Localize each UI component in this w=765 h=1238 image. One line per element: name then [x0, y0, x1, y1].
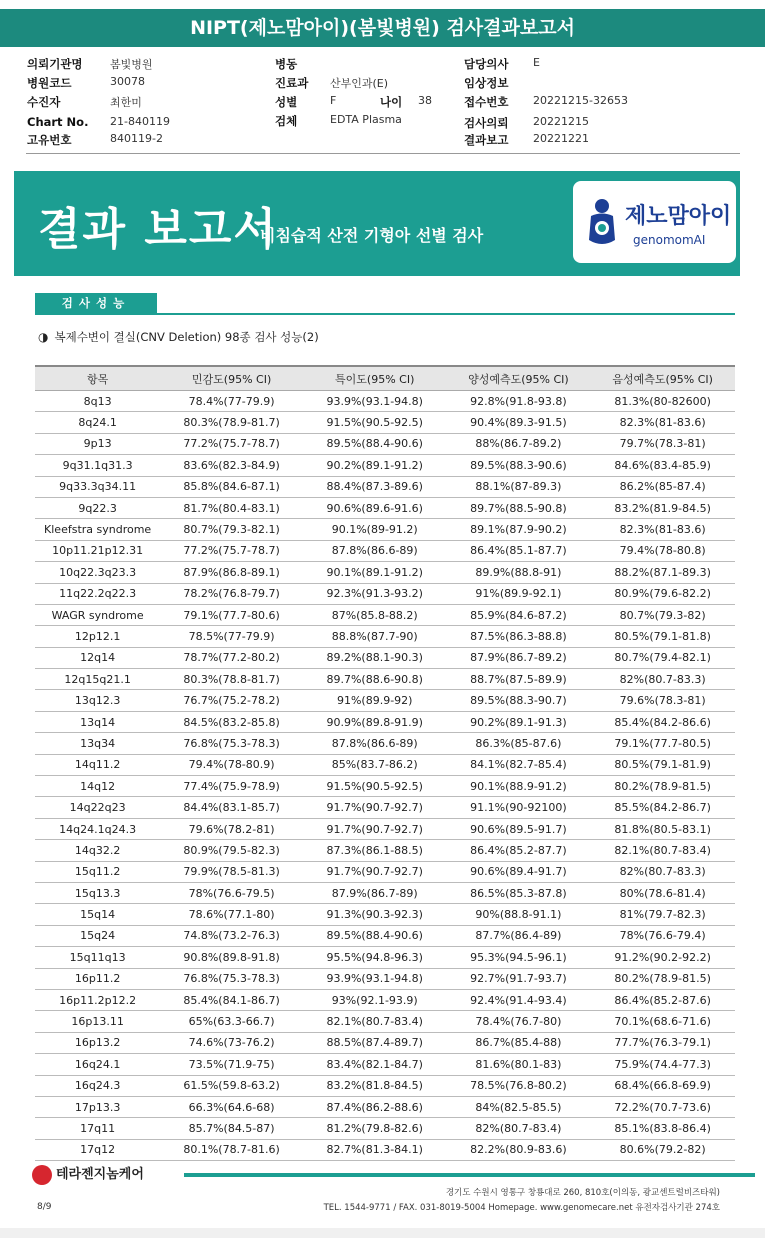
- info-value: 산부인과(E): [330, 77, 389, 90]
- table-row: [35, 882, 735, 903]
- cell-value: 87.9%(86.8-89.1): [160, 562, 303, 583]
- report-title: NIPT(제노맘아이)(봄빛병원) 검사결과보고서: [0, 9, 765, 47]
- info-value: 최한미: [110, 96, 142, 109]
- cell-value: 80.3%(78.8-81.7): [160, 669, 303, 690]
- cell-value: 86.4%(85.2-87.7): [447, 840, 591, 861]
- cell-value: 79.6%(78.2-81): [160, 818, 303, 839]
- table-row: [35, 669, 735, 690]
- cell-value: 89.5%(88.3-90.7): [447, 690, 591, 711]
- cell-value: 93.9%(93.1-94.8): [303, 391, 447, 412]
- cell-value: 80.3%(78.9-81.7): [160, 412, 303, 433]
- cell-value: 85.4%(84.2-86.6): [590, 711, 735, 732]
- cell-item: 14q12: [35, 776, 160, 797]
- cell-value: 89.5%(88.4-90.6): [303, 925, 447, 946]
- table-row: [35, 583, 735, 604]
- logo-text-korean: 제노맘아이: [625, 204, 732, 229]
- cell-value: 82%(80.7-83.3): [590, 861, 735, 882]
- g-logo-icon: [32, 1165, 52, 1185]
- company-address: 경기도 수원시 영통구 창룡대로 260, 810호(이의동, 광교센트럴비즈타워): [445, 1188, 720, 1198]
- cell-value: 82.2%(80.9-83.6): [447, 1139, 591, 1160]
- cell-value: 91.3%(90.3-92.3): [303, 904, 447, 925]
- table-row: [35, 391, 735, 412]
- cell-item: 15q13.3: [35, 882, 160, 903]
- table-row: [35, 1139, 735, 1160]
- cell-value: 88%(86.7-89.2): [447, 433, 591, 454]
- info-label: 담당의사: [464, 57, 509, 71]
- info-label: 수진자: [27, 95, 61, 109]
- cell-value: 73.5%(71.9-75): [160, 1054, 303, 1075]
- cell-value: 89.7%(88.6-90.8): [303, 669, 447, 690]
- cell-value: 87.9%(86.7-89): [303, 882, 447, 903]
- cell-value: 81.3%(80-82600): [590, 391, 735, 412]
- logo-text-english: genomomAI: [633, 233, 706, 247]
- cell-value: 81.2%(79.8-82.6): [303, 1118, 447, 1139]
- table-row: [35, 626, 735, 647]
- column-header: 특이도(95% CI): [303, 366, 447, 391]
- table-row: [35, 925, 735, 946]
- cell-value: 86.7%(85.4-88): [447, 1032, 591, 1053]
- column-header: 음성예측도(95% CI): [590, 366, 735, 391]
- cell-value: 93.9%(93.1-94.8): [303, 968, 447, 989]
- cell-value: 79.1%(77.7-80.6): [160, 604, 303, 625]
- cell-value: 80.2%(78.9-81.5): [590, 776, 735, 797]
- cell-value: 74.6%(73-76.2): [160, 1032, 303, 1053]
- cell-value: 87.8%(86.6-89): [303, 733, 447, 754]
- table-row: [35, 412, 735, 433]
- cell-value: 92.3%(91.3-93.2): [303, 583, 447, 604]
- cell-value: 90.8%(89.8-91.8): [160, 947, 303, 968]
- cell-value: 91%(89.9-92.1): [447, 583, 591, 604]
- cell-item: 12q14: [35, 647, 160, 668]
- cell-value: 80.9%(79.5-82.3): [160, 840, 303, 861]
- info-value: 38: [418, 94, 432, 107]
- cell-value: 80.5%(79.1-81.9): [590, 754, 735, 775]
- table-row: [35, 1118, 735, 1139]
- banner-title: 결과 보고서: [38, 204, 278, 255]
- table-row: [35, 1075, 735, 1096]
- section-underline: [35, 313, 735, 315]
- cell-item: 14q24.1q24.3: [35, 818, 160, 839]
- column-header: 항목: [35, 366, 160, 391]
- info-value: 20221215: [533, 115, 589, 128]
- cell-value: 78.5%(76.8-80.2): [447, 1075, 591, 1096]
- cell-value: 89.5%(88.3-90.6): [447, 455, 591, 476]
- cell-value: 90.2%(89.1-91.2): [303, 455, 447, 476]
- column-header: 민감도(95% CI): [160, 366, 303, 391]
- cell-item: 14q32.2: [35, 840, 160, 861]
- table-row: [35, 711, 735, 732]
- cell-value: 77.7%(76.3-79.1): [590, 1032, 735, 1053]
- cell-value: 92.8%(91.8-93.8): [447, 391, 591, 412]
- cell-item: 15q14: [35, 904, 160, 925]
- cell-value: 91.7%(90.7-92.7): [303, 797, 447, 818]
- cell-value: 87.8%(86.6-89): [303, 540, 447, 561]
- page-bottom-band: [0, 1228, 765, 1238]
- cell-value: 92.7%(91.7-93.7): [447, 968, 591, 989]
- cell-value: 90.6%(89.4-91.7): [447, 861, 591, 882]
- cell-value: 89.9%(88.8-91): [447, 562, 591, 583]
- cell-value: 80.6%(79.2-82): [590, 1139, 735, 1160]
- cell-value: 78%(76.6-79.5): [160, 882, 303, 903]
- info-label: 병원코드: [27, 76, 72, 90]
- info-label: 나이: [380, 95, 403, 109]
- cell-value: 78.6%(77.1-80): [160, 904, 303, 925]
- table-body: [35, 391, 735, 1161]
- cell-value: 91.5%(90.5-92.5): [303, 776, 447, 797]
- cell-value: 81.8%(80.5-83.1): [590, 818, 735, 839]
- column-header: 양성예측도(95% CI): [447, 366, 591, 391]
- info-value: 봄빛병원: [110, 58, 153, 71]
- cell-value: 89.1%(87.9-90.2): [447, 519, 591, 540]
- cell-value: 91.5%(90.5-92.5): [303, 412, 447, 433]
- info-label: 임상정보: [464, 76, 509, 90]
- cell-value: 87.7%(86.4-89): [447, 925, 591, 946]
- patient-info: [0, 56, 765, 151]
- cell-value: 85.9%(84.6-87.2): [447, 604, 591, 625]
- cell-value: 86.2%(85-87.4): [590, 476, 735, 497]
- table-row: [35, 540, 735, 561]
- info-label: 검사의뢰: [464, 116, 509, 130]
- cell-value: 80.7%(79.4-82.1): [590, 647, 735, 668]
- cell-value: 79.7%(78.3-81): [590, 433, 735, 454]
- cell-value: 86.3%(85-87.6): [447, 733, 591, 754]
- cell-value: 66.3%(64.6-68): [160, 1096, 303, 1117]
- table-row: [35, 519, 735, 540]
- cell-item: 13q34: [35, 733, 160, 754]
- cell-value: 76.8%(75.3-78.3): [160, 733, 303, 754]
- info-label: 결과보고: [464, 133, 509, 147]
- table-row: [35, 904, 735, 925]
- cell-value: 82.3%(81-83.6): [590, 519, 735, 540]
- cell-value: 65%(63.3-66.7): [160, 1011, 303, 1032]
- cell-value: 84.1%(82.7-85.4): [447, 754, 591, 775]
- table-row: [35, 604, 735, 625]
- table-row: [35, 797, 735, 818]
- info-value: 21-840119: [110, 115, 170, 128]
- cell-value: 89.5%(88.4-90.6): [303, 433, 447, 454]
- cell-value: 78.5%(77-79.9): [160, 626, 303, 647]
- cell-value: 90.4%(89.3-91.5): [447, 412, 591, 433]
- cell-value: 95.5%(94.8-96.3): [303, 947, 447, 968]
- banner-subtitle: 비침습적 산전 기형아 선별 검사: [260, 226, 484, 245]
- cell-item: 11q22.2q22.3: [35, 583, 160, 604]
- cell-value: 90.1%(89-91.2): [303, 519, 447, 540]
- cell-value: 76.8%(75.3-78.3): [160, 968, 303, 989]
- info-value: 20221221: [533, 132, 589, 145]
- cell-value: 91.7%(90.7-92.7): [303, 861, 447, 882]
- result-banner: [14, 171, 740, 276]
- cell-item: 15q24: [35, 925, 160, 946]
- cell-value: 88.5%(87.4-89.7): [303, 1032, 447, 1053]
- cell-value: 80.5%(79.1-81.8): [590, 626, 735, 647]
- info-label: 의뢰기관명: [27, 57, 83, 71]
- cell-item: 16p11.2p12.2: [35, 989, 160, 1010]
- cell-item: 12p12.1: [35, 626, 160, 647]
- cell-value: 72.2%(70.7-73.6): [590, 1096, 735, 1117]
- cell-item: WAGR syndrome: [35, 604, 160, 625]
- subheading: [38, 329, 319, 345]
- info-label: 고유번호: [27, 133, 72, 147]
- cell-value: 87.9%(86.7-89.2): [447, 647, 591, 668]
- cell-value: 84.5%(83.2-85.8): [160, 711, 303, 732]
- table-row: [35, 1096, 735, 1117]
- cell-value: 80.2%(78.9-81.5): [590, 968, 735, 989]
- cell-value: 83.2%(81.8-84.5): [303, 1075, 447, 1096]
- cell-value: 82.1%(80.7-83.4): [590, 840, 735, 861]
- cell-value: 91%(89.9-92): [303, 690, 447, 711]
- cell-item: 8q24.1: [35, 412, 160, 433]
- cell-value: 83.6%(82.3-84.9): [160, 455, 303, 476]
- section-title: 검사성능: [35, 293, 157, 313]
- cell-item: 17q12: [35, 1139, 160, 1160]
- cell-value: 86.4%(85.1-87.7): [447, 540, 591, 561]
- cell-value: 88.8%(87.7-90): [303, 626, 447, 647]
- subheading-text: 복제수변이 결실(CNV Deletion) 98종 검사 성능(2): [54, 330, 319, 344]
- cell-item: 14q22q23: [35, 797, 160, 818]
- cell-value: 80.9%(79.6-82.2): [590, 583, 735, 604]
- footer-bar: [184, 1173, 755, 1177]
- cell-value: 75.9%(74.4-77.3): [590, 1054, 735, 1075]
- cell-value: 90.9%(89.8-91.9): [303, 711, 447, 732]
- cell-value: 83.4%(82.1-84.7): [303, 1054, 447, 1075]
- cell-value: 70.1%(68.6-71.6): [590, 1011, 735, 1032]
- cell-value: 79.1%(77.7-80.5): [590, 733, 735, 754]
- cell-value: 81%(79.7-82.3): [590, 904, 735, 925]
- page-number: 8/9: [37, 1202, 52, 1212]
- table-row: [35, 562, 735, 583]
- cell-value: 93%(92.1-93.9): [303, 989, 447, 1010]
- cell-value: 61.5%(59.8-63.2): [160, 1075, 303, 1096]
- cell-item: 14q11.2: [35, 754, 160, 775]
- cell-item: 10p11.21p12.31: [35, 540, 160, 561]
- cell-value: 95.3%(94.5-96.1): [447, 947, 591, 968]
- cell-value: 85.1%(83.8-86.4): [590, 1118, 735, 1139]
- table-row: [35, 1032, 735, 1053]
- cell-value: 84%(82.5-85.5): [447, 1096, 591, 1117]
- cell-value: 77.2%(75.7-78.7): [160, 540, 303, 561]
- info-value: 20221215-32653: [533, 94, 628, 107]
- cell-value: 78.4%(77-79.9): [160, 391, 303, 412]
- divider: [26, 153, 740, 154]
- table-row: [35, 861, 735, 882]
- cell-item: 8q13: [35, 391, 160, 412]
- cell-value: 82%(80.7-83.3): [590, 669, 735, 690]
- table-row: [35, 497, 735, 518]
- info-value: F: [330, 94, 337, 107]
- cell-value: 87.3%(86.1-88.5): [303, 840, 447, 861]
- table-row: [35, 733, 735, 754]
- cell-value: 82.7%(81.3-84.1): [303, 1139, 447, 1160]
- cell-value: 80.1%(78.7-81.6): [160, 1139, 303, 1160]
- cell-value: 92.4%(91.4-93.4): [447, 989, 591, 1010]
- cell-value: 85.7%(84.5-87): [160, 1118, 303, 1139]
- cell-value: 90.1%(88.9-91.2): [447, 776, 591, 797]
- info-value: 840119-2: [110, 132, 163, 145]
- cell-value: 91.1%(90-92100): [447, 797, 591, 818]
- cell-value: 79.4%(78-80.9): [160, 754, 303, 775]
- table-row: [35, 989, 735, 1010]
- cell-value: 84.6%(83.4-85.9): [590, 455, 735, 476]
- cell-value: 90.2%(89.1-91.3): [447, 711, 591, 732]
- cell-value: 90.6%(89.6-91.6): [303, 497, 447, 518]
- performance-table: [35, 365, 735, 1161]
- cell-item: 17p13.3: [35, 1096, 160, 1117]
- table-row: [35, 455, 735, 476]
- info-label: 접수번호: [464, 95, 509, 109]
- cell-value: 86.5%(85.3-87.8): [447, 882, 591, 903]
- info-value: 30078: [110, 75, 145, 88]
- cell-value: 88.1%(87-89.3): [447, 476, 591, 497]
- info-value: EDTA Plasma: [330, 113, 402, 126]
- cell-value: 81.6%(80.1-83): [447, 1054, 591, 1075]
- cell-value: 85.5%(84.2-86.7): [590, 797, 735, 818]
- cell-value: 78.2%(76.8-79.7): [160, 583, 303, 604]
- cell-value: 79.4%(78-80.8): [590, 540, 735, 561]
- table-row: [35, 433, 735, 454]
- cell-item: 15q11.2: [35, 861, 160, 882]
- company-logo: [32, 1163, 144, 1185]
- cell-value: 89.7%(88.5-90.8): [447, 497, 591, 518]
- cell-value: 76.7%(75.2-78.2): [160, 690, 303, 711]
- cell-value: 90.6%(89.5-91.7): [447, 818, 591, 839]
- table-row: [35, 840, 735, 861]
- cell-value: 82.1%(80.7-83.4): [303, 1011, 447, 1032]
- cell-item: 10q22.3q23.3: [35, 562, 160, 583]
- cell-value: 90.1%(89.1-91.2): [303, 562, 447, 583]
- cell-value: 80.7%(79.3-82.1): [160, 519, 303, 540]
- cell-value: 82%(80.7-83.4): [447, 1118, 591, 1139]
- table-row: [35, 776, 735, 797]
- cell-value: 83.2%(81.9-84.5): [590, 497, 735, 518]
- info-value: E: [533, 56, 540, 69]
- cell-value: 78.4%(76.7-80): [447, 1011, 591, 1032]
- cell-value: 78%(76.6-79.4): [590, 925, 735, 946]
- cell-item: 16p13.11: [35, 1011, 160, 1032]
- cell-item: 12q15q21.1: [35, 669, 160, 690]
- company-name: 테라젠지놈케어: [56, 1167, 144, 1182]
- cell-item: 9p13: [35, 433, 160, 454]
- cell-value: 80.7%(79.3-82): [590, 604, 735, 625]
- cell-value: 77.4%(75.9-78.9): [160, 776, 303, 797]
- cell-value: 87.4%(86.2-88.6): [303, 1096, 447, 1117]
- genomom-logo: [573, 181, 736, 263]
- cell-value: 88.4%(87.3-89.6): [303, 476, 447, 497]
- cell-value: 85.4%(84.1-86.7): [160, 989, 303, 1010]
- info-label: 진료과: [275, 76, 309, 90]
- cell-value: 87.5%(86.3-88.8): [447, 626, 591, 647]
- cell-item: 9q33.3q34.11: [35, 476, 160, 497]
- table-row: [35, 754, 735, 775]
- cell-item: 16p11.2: [35, 968, 160, 989]
- table-row: [35, 947, 735, 968]
- cell-value: 84.4%(83.1-85.7): [160, 797, 303, 818]
- table-row: [35, 968, 735, 989]
- cell-value: 85.8%(84.6-87.1): [160, 476, 303, 497]
- cell-value: 91.2%(90.2-92.2): [590, 947, 735, 968]
- table-row: [35, 476, 735, 497]
- cell-item: 16q24.1: [35, 1054, 160, 1075]
- cell-value: 80%(78.6-81.4): [590, 882, 735, 903]
- table-row: [35, 647, 735, 668]
- cell-value: 90%(88.8-91.1): [447, 904, 591, 925]
- cell-value: 87%(85.8-88.2): [303, 604, 447, 625]
- info-label: 병동: [275, 57, 298, 71]
- table-row: [35, 818, 735, 839]
- cell-value: 85%(83.7-86.2): [303, 754, 447, 775]
- cell-item: 13q14: [35, 711, 160, 732]
- cell-item: Kleefstra syndrome: [35, 519, 160, 540]
- cell-item: 9q22.3: [35, 497, 160, 518]
- cell-value: 68.4%(66.8-69.9): [590, 1075, 735, 1096]
- cell-item: 9q31.1q31.3: [35, 455, 160, 476]
- cell-value: 88.7%(87.5-89.9): [447, 669, 591, 690]
- table-row: [35, 1011, 735, 1032]
- cell-value: 82.3%(81-83.6): [590, 412, 735, 433]
- table-row: [35, 690, 735, 711]
- info-label: Chart No.: [27, 115, 89, 129]
- cell-value: 89.2%(88.1-90.3): [303, 647, 447, 668]
- info-label: 검체: [275, 114, 298, 128]
- cell-value: 77.2%(75.7-78.7): [160, 433, 303, 454]
- table-row: [35, 1054, 735, 1075]
- cell-value: 81.7%(80.4-83.1): [160, 497, 303, 518]
- cell-value: 74.8%(73.2-76.3): [160, 925, 303, 946]
- cell-item: 15q11q13: [35, 947, 160, 968]
- company-contact: TEL. 1544-9771 / FAX. 031-8019-5004 Homepage. www.genomecare.net 유전자검사기관 274호: [323, 1203, 720, 1213]
- cell-item: 17q11: [35, 1118, 160, 1139]
- mother-baby-icon: [583, 196, 621, 248]
- cell-item: 16p13.2: [35, 1032, 160, 1053]
- info-label: 성별: [275, 95, 298, 109]
- cell-value: 79.9%(78.5-81.3): [160, 861, 303, 882]
- half-circle-icon: ◑: [38, 330, 49, 344]
- table-header-row: [35, 366, 735, 391]
- cell-item: 16q24.3: [35, 1075, 160, 1096]
- cell-item: 13q12.3: [35, 690, 160, 711]
- cell-value: 79.6%(78.3-81): [590, 690, 735, 711]
- cell-value: 88.2%(87.1-89.3): [590, 562, 735, 583]
- cell-value: 78.7%(77.2-80.2): [160, 647, 303, 668]
- cell-value: 91.7%(90.7-92.7): [303, 818, 447, 839]
- cell-value: 86.4%(85.2-87.6): [590, 989, 735, 1010]
